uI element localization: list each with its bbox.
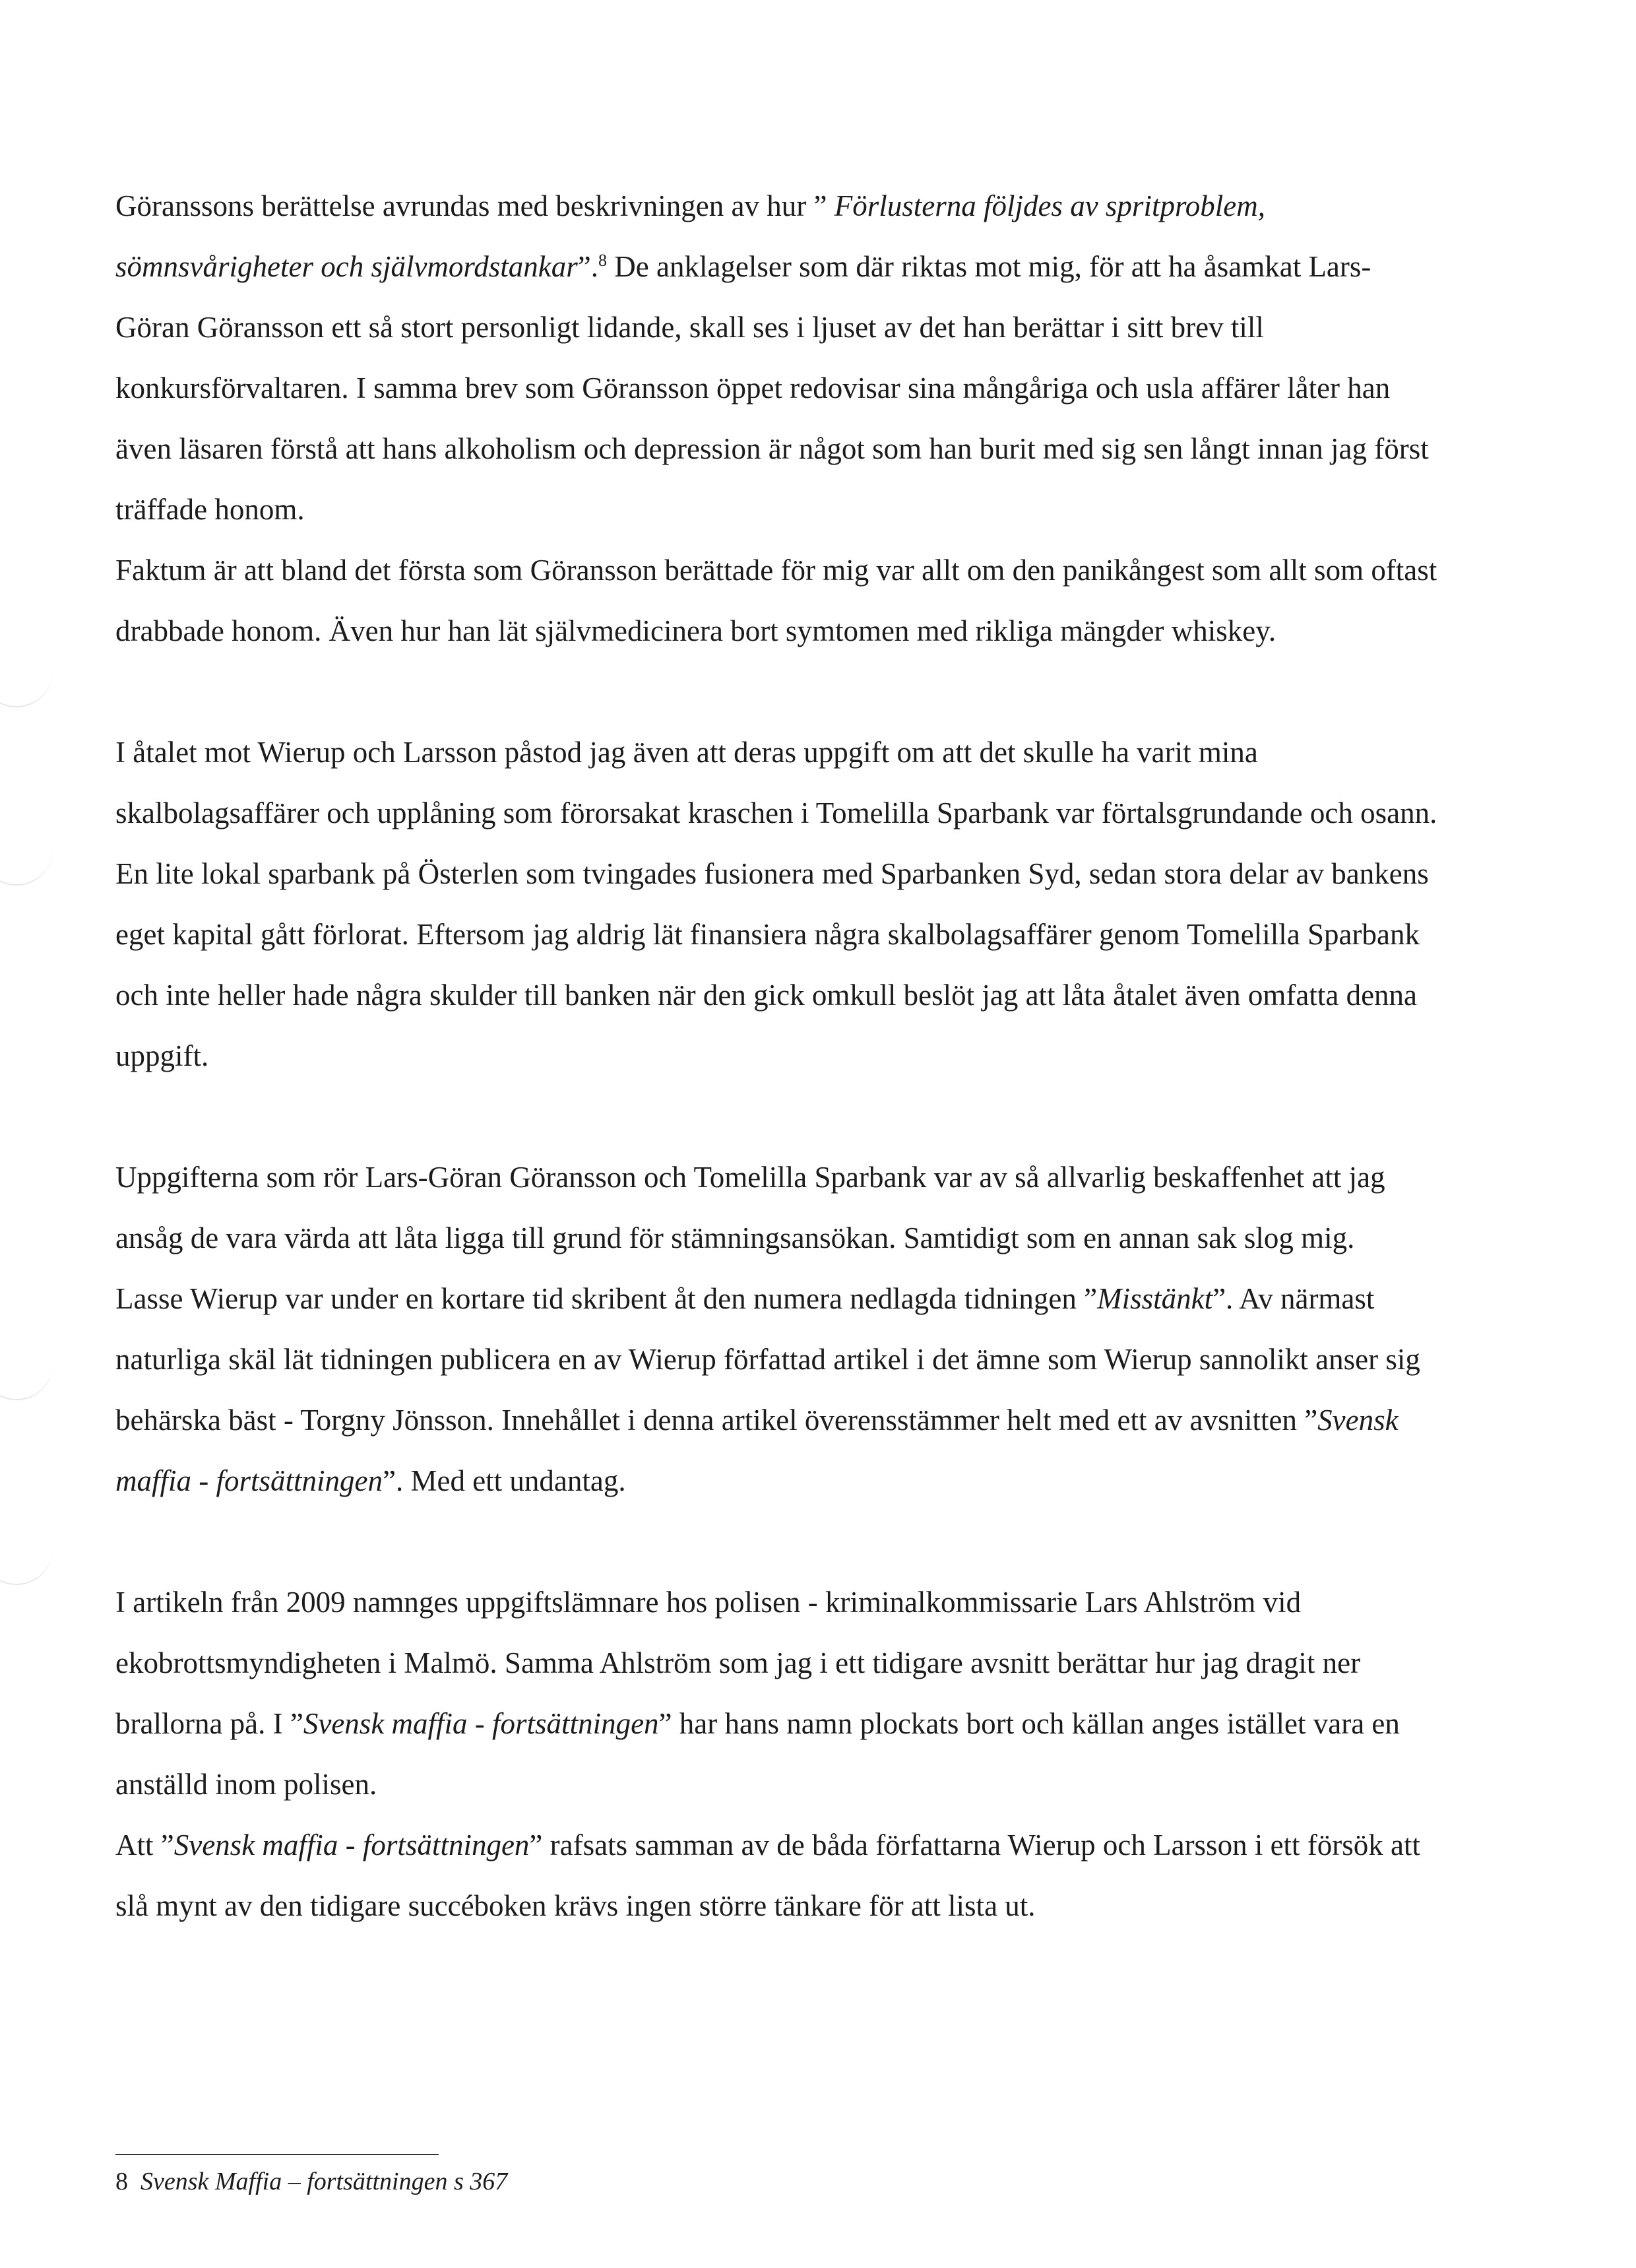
footnote-divider bbox=[115, 2154, 439, 2155]
paragraph-2: Faktum är att bland det första som Göransson berättade för mig var allt om den panikångest som allt som oftast drabbade honom. Även hur han lät självmedicinera bort symtomen med rikliga mängder whiskey. bbox=[115, 554, 1437, 647]
quote-text: Svensk maffia - fortsättningen bbox=[173, 1829, 530, 1862]
footnote-number: 8 bbox=[115, 2168, 128, 2195]
binder-hole-mark bbox=[0, 1353, 53, 1400]
binder-hole-mark bbox=[0, 838, 53, 886]
paragraph-7: Att ”Svensk maffia - fortsättningen” rafsats samman av de båda författarna Wierup och Larsson i ett försök att slå mynt av den tidigare succéboken krävs ingen större tänkare för att lista ut. bbox=[115, 1829, 1421, 1922]
paragraph-1: Göranssons berättelse avrundas med beskrivningen av hur ” Förlusterna följdes av spritproblem, sömnsvårigheter och självmordstankar”.$^8$ De anklagelser som där riktas mot mig, för att ha åsamkat Lars-Göran Göransson ett så stort personligt lidande, skall ses i ljuset av det han berättar i sitt brev till konkursförvaltaren. I samma brev som Göransson öppet redovisar sina mångåriga och usla affärer låter han även läsaren förstå att hans alkoholism och depression är något som han burit med sig sen långt innan jag först träffade honom. bbox=[115, 189, 1429, 526]
paragraph-6: I artikeln från 2009 namnges uppgiftslämnare hos polisen - kriminalkommissarie Lars Ahlström vid ekobrottsmyndigheten i Malmö. Samma Ahlström som jag i ett tidigare avsnitt berättar hur jag dragit ner brallorna på. I ”Svensk maffia - fortsättningen” har hans namn plockats bort och källan anges istället vara en anställd inom polisen. bbox=[115, 1586, 1400, 1801]
quote-text: Misstänkt bbox=[1097, 1282, 1213, 1315]
footnote-text: Svensk Maffia – fortsättningen s 367 bbox=[141, 2168, 508, 2195]
binder-hole-mark bbox=[0, 1538, 53, 1585]
paragraph-3: I åtalet mot Wierup och Larsson påstod jag även att deras uppgift om att det skulle ha varit mina skalbolagsaffärer och upplåning som förorsakat kraschen i Tomelilla Sparbank var förtalsgrundande och osann. En lite lokal sparbank på Österlen som tvingades fusionera med Sparbanken Syd, sedan stora delar av bankens eget kapital gått förlorat. Eftersom jag aldrig lät finansiera några skalbolagsaffärer genom Tomelilla Sparbank och inte heller hade några skulder till banken när den gick omkull beslöt jag att låta åtalet även omfatta denna uppgift. bbox=[115, 736, 1437, 1072]
footnote bbox=[115, 2166, 507, 2197]
paragraph-4: Uppgifterna som rör Lars-Göran Göransson och Tomelilla Sparbank var av så allvarlig beskaffenhet att jag ansåg de vara värda att låta ligga till grund för stämningsansökan. Samtidigt som en annan sak slog mig. bbox=[115, 1161, 1385, 1254]
quote-text: Svensk maffia - fortsättningen bbox=[115, 1404, 1399, 1497]
footnote-reference: 8 bbox=[598, 251, 608, 270]
binder-hole-mark bbox=[0, 660, 53, 707]
quote-text: Förlusterna följdes av spritproblem, sömnsvårigheter och självmordstankar bbox=[115, 189, 1266, 283]
body-text bbox=[115, 176, 1438, 1936]
paragraph-5: Lasse Wierup var under en kortare tid skribent åt den numera nedlagda tidningen ”Misstänkt”. Av närmast naturliga skäl lät tidningen publicera en av Wierup författad artikel i det ämne som Wierup sannolikt anser sig behärska bäst - Torgny Jönsson. Innehållet i denna artikel överensstämmer helt med ett av avsnitten ”Svensk maffia - fortsättningen”. Med ett undantag. bbox=[115, 1282, 1420, 1497]
quote-text: Svensk maffia - fortsättningen bbox=[303, 1707, 659, 1740]
